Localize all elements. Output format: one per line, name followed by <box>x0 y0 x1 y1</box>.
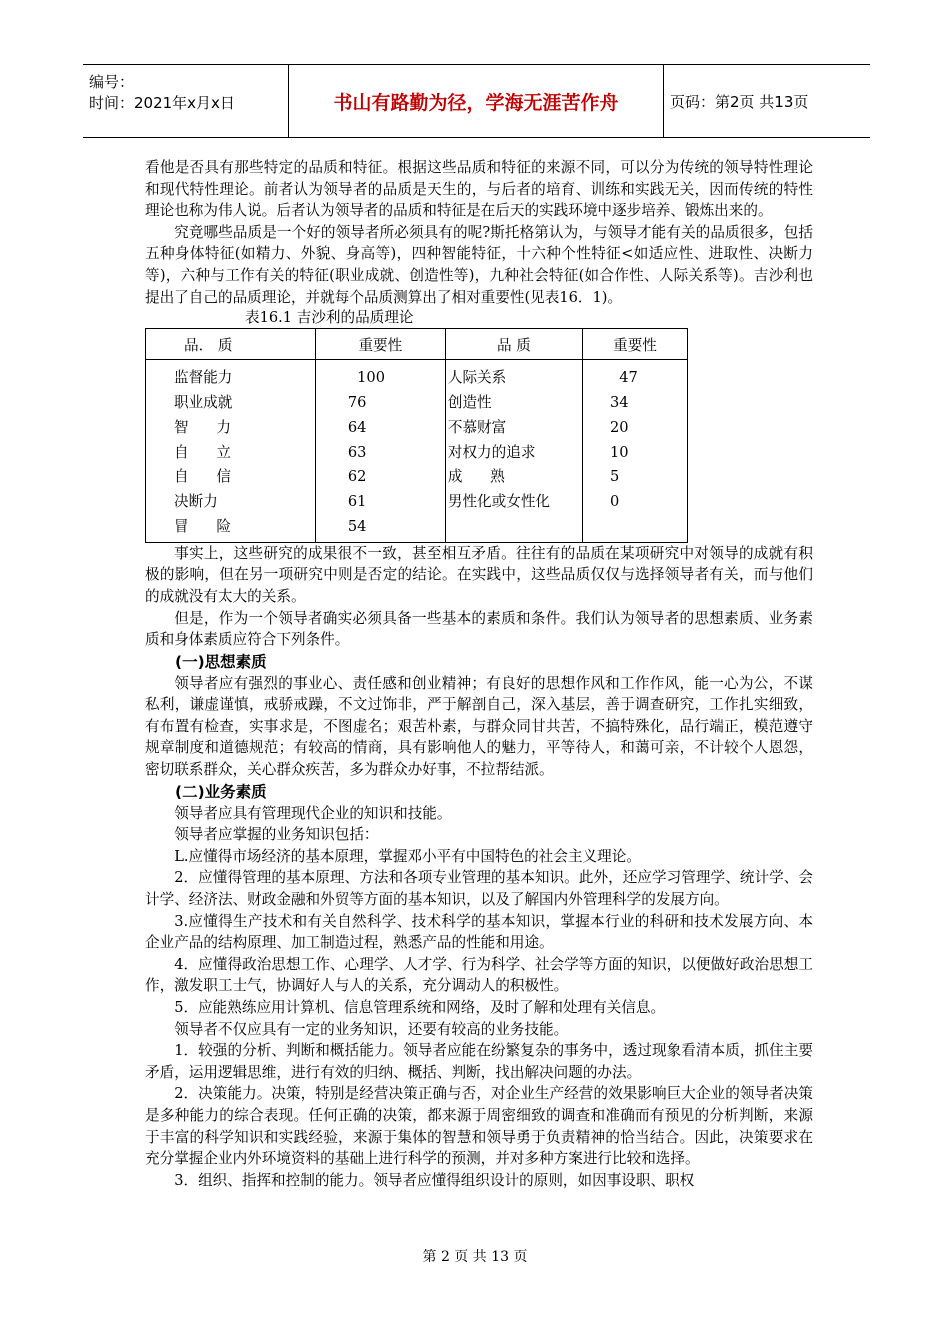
header-motto: 书山有路勤为径，学海无涯苦作舟 <box>333 91 619 114</box>
paragraph: 究竟哪些品质是一个好的领导者所必须具有的呢?斯托格第认为，与领导才能有关的品质很多，包括五种身体特征(如精力、外貌、身高等)，四种智能特征，十六种个性特征<如适应性、进取性、决断力等)，六种与工作有关的特征(职业成就、创造性等)，九种社会特征(如合作性、人际关系等)。吉沙利也提出了自己的品质理论，并就每个品质测算出了相对重要性(见表16．1)。 <box>145 223 813 306</box>
paragraph: 领导者不仅应具有一定的业务知识，还要有较高的业务技能。 <box>174 1020 569 1038</box>
table-header-quality: 品． 质 <box>146 329 316 360</box>
document-body <box>145 157 813 1191</box>
table-cell-left-scores <box>315 360 445 543</box>
page-footer: 第 2 页 共 13 页 <box>422 1249 528 1265</box>
paragraph: 1．较强的分析、判断和概括能力。领导者应能在纷繁复杂的事务中，透过现象看清本质，抓住主要矛盾，运用逻辑思维，进行有效的归纳、概括、判断，找出解决问题的办法。 <box>145 1042 813 1081</box>
header-page-cell <box>664 65 870 137</box>
table-cell-right-qualities <box>445 360 582 543</box>
table-caption: 表16.1 吉沙利的品质理论 <box>245 309 414 327</box>
paragraph: 4．应懂得政治思想工作、心理学、人才学、行为科学、社会学等方面的知识，以便做好政治思想工作，激发职工士气，协调好人与人的关系，充分调动人的积极性。 <box>145 955 813 995</box>
table-header-importance: 重要性 <box>315 329 445 360</box>
quality-table <box>145 328 688 543</box>
table-body-row <box>146 360 688 543</box>
paragraph: 5．应能熟练应用计算机、信息管理系统和网络，及时了解和处理有关信息。 <box>174 999 666 1017</box>
right-qualities-list: 人际关系 创造性 不慕财富 对权力的追求 成 熟 男性化或女性化 <box>447 369 551 511</box>
section-heading: (二)业务素质 <box>175 782 267 801</box>
paragraph: 3．组织、指挥和控制的能力。领导者应懂得组织设计的原则，如因事设职、职权 <box>174 1171 695 1189</box>
paragraph: 2．决策能力。决策，特别是经营决策正确与否，对企业生产经营的效果影响巨大企业的领导者决策是多种能力的综合表现。任何正确的决策，都来源于周密细致的调查和准确而有预见的分析判断，来源于丰富的科学知识和实践经验，来源于集体的智慧和领导勇于负责精神的恰当结合。因此，决策要求在充分掌握企业内外环境资料的基础上进行科学的预测，并对多种方案进行比较和选择。 <box>145 1085 813 1168</box>
paragraph: 但是，作为一个领导者确实必须具备一些基本的素质和条件。我们认为领导者的思想素质、业务素质和身体素质应符合下列条件。 <box>145 609 813 649</box>
paragraph: 看他是否具有那些特定的品质和特征。根据这些品质和特征的来源不同，可以分为传统的领导特性理论和现代特性理论。前者认为领导者的品质是天生的，与后者的培育、训练和实践无关，因而传统的特性理论也称为伟人说。后者认为领导者的品质和特征是在后天的实践环境中逐步培养、锻炼出来的。 <box>145 159 813 220</box>
table-cell-right-scores <box>582 360 687 543</box>
paragraph: 3.应懂得生产技术和有关自然科学、技术科学的基本知识，掌握本行业的科研和技术发展方向、本企业产品的结构原理、加工制造过程，熟悉产品的性能和用途。 <box>145 912 813 952</box>
paragraph: 2．应懂得管理的基本原理、方法和各项专业管理的基本知识。此外，还应学习管理学、统计学、会计学、经济法、财政金融和外贸等方面的基本知识，以及了解国内外管理科学的发展方向。 <box>145 869 813 909</box>
table-header-row <box>146 329 688 360</box>
table-cell-left-qualities <box>146 360 316 543</box>
document-date-label: 时间：2021年x月x日 <box>89 94 235 112</box>
section-heading: (一)思想素质 <box>175 652 267 671</box>
paragraph: 事实上，这些研究的成果很不一致，甚至相互矛盾。往往有的品质在某项研究中对领导的成就有积极的影响，但在另一项研究中则是否定的结论。在实践中，这些品质仅仅与选择领导者有关，而与他们的成就没有太大的关系。 <box>145 544 813 605</box>
header-motto-cell <box>289 65 664 137</box>
left-qualities-list: 监督能力 职业成就 智 力 自 立 自 信 决断力 冒 险 <box>174 369 233 535</box>
paragraph: 领导者应有强烈的事业心、责任感和创业精神；有良好的思想作风和工作作风，能一心为公，不谋私利，谦虚谨慎，戒骄戒躁，不文过饰非，严于解剖自己，深入基层，善于调查研究，工作扎实细致，有布置有检查，实事求是，不图虚名；艰苦朴素，与群众同甘共苦，不搞特殊化，品行端正，模范遵守规章制度和道德规范；有较高的情商，具有影响他人的魅力，平等待人，和蔼可亲，不计较个人恩怨，密切联系群众，关心群众疾苦，多为群众办好事，不拉帮结派。 <box>145 674 813 779</box>
header-meta <box>83 65 289 137</box>
document-number-label: 编号： <box>89 73 135 91</box>
left-scores-list: 100 76 64 63 62 61 54 <box>347 369 385 535</box>
right-scores-list: 47 34 20 10 5 0 <box>609 369 638 511</box>
paragraph: L.应懂得市场经济的基本原理，掌握邓小平有中国特色的社会主义理论。 <box>174 847 641 865</box>
paragraph: 领导者应掌握的业务知识包括： <box>174 826 379 844</box>
table-header-importance: 重要性 <box>582 329 687 360</box>
page-header <box>83 64 870 138</box>
header-page-info: 页码：第2页 共13页 <box>670 92 809 111</box>
paragraph: 领导者应具有管理现代企业的知识和技能。 <box>174 804 452 822</box>
table-header-quality: 品 质 <box>445 329 582 360</box>
